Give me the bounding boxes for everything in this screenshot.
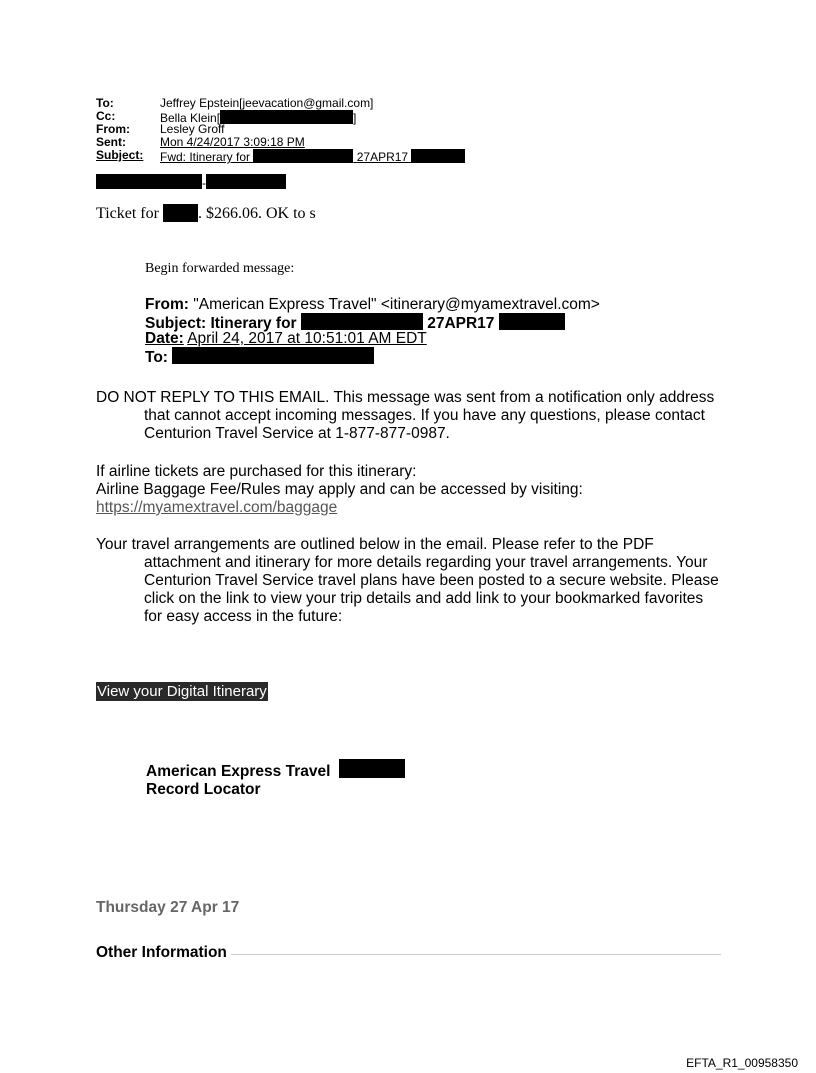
to-row [96,97,465,110]
locator-line-2: Record Locator [146,781,261,798]
forwarded-intro: Begin forwarded message: [145,261,295,276]
subject-row [96,149,465,162]
record-locator [146,759,405,799]
from-label: From: [96,122,130,136]
cc-label: Cc: [96,109,116,123]
subject-continuation [96,174,286,189]
redaction-box [339,759,405,778]
fwd-to-row [145,347,600,364]
comment-prefix: Ticket for [96,205,159,222]
fwd-date-row [145,330,600,347]
cc-value: Bella Klein[ [160,111,221,125]
redaction-box [301,313,423,330]
redaction-box [96,174,202,189]
forward-comment [96,204,316,223]
sent-label: Sent: [96,135,126,149]
fwd-to-label: To: [145,349,168,366]
fwd-subject-date: 27APR17 [427,315,495,332]
subject-extra: - [202,176,206,190]
fwd-from-value: "American Express Travel" <itinerary@myamextravel.com> [193,296,600,313]
baggage-line-2: Airline Baggage Fee/Rules may apply and can be accessed by visiting: [96,481,583,498]
document-id: EFTA_R1_00958350 [686,1056,798,1070]
redaction-box [220,110,353,124]
redaction-box [411,149,465,163]
locator-line-1: American Express Travel [146,763,331,780]
fwd-subject-label: Subject: Itinerary for [145,315,297,332]
subject-date: 27APR17 [356,150,409,164]
fwd-subject-row [145,313,600,330]
other-information-section [96,944,721,962]
comment-suffix: . $266.06. OK to s [197,205,316,222]
no-reply-notice: DO NOT REPLY TO THIS EMAIL. This message was sent from a notification only address that cannot accept incoming messages. If you have any questions, please contact Centurion Travel Service at 1-877-877-0987. [96,389,715,442]
from-value: Lesley Groff [160,122,225,136]
sent-value: Mon 4/24/2017 3:09:18 PM [160,135,305,149]
fwd-date-value: April 24, 2017 at 10:51:01 AM EDT [187,330,427,347]
other-information-heading: Other Information [96,944,227,961]
fwd-date-label: Date: [145,330,184,347]
digital-itinerary-link[interactable]: View your Digital Itinerary [97,683,267,700]
section-divider [231,954,721,955]
arrangements-paragraph: Your travel arrangements are outlined below in the email. Please refer to the PDF attachment and itinerary for more details regarding your travel arrangements. Your Centurion Travel Service travel plans have been posted to a secure website. Please click on the link to view your trip details and add link to your bookmarked favorites for easy access in the future: [96,536,719,625]
redaction-box [253,149,353,163]
subject-prefix: Fwd: Itinerary for [160,150,251,164]
redaction-box [163,204,198,222]
fwd-from-label: From: [145,296,189,313]
redaction-box [206,174,286,189]
itinerary-date-heading: Thursday 27 Apr 17 [96,899,240,916]
cc-close: ] [353,111,357,125]
baggage-info [96,463,583,517]
baggage-link[interactable]: https://myamextravel.com/baggage [96,499,338,516]
cc-row [96,110,465,123]
subject-label: Subject: [96,148,144,162]
redaction-box [499,313,565,330]
sent-row [96,136,465,149]
redaction-box [172,347,374,364]
baggage-line-1: If airline tickets are purchased for this itinerary: [96,463,417,480]
to-value: Jeffrey Epstein[jeevacation@gmail.com] [160,96,374,110]
to-label: To: [96,96,114,110]
email-header [96,97,465,162]
forwarded-header [145,296,600,364]
fwd-from-row [145,296,600,313]
